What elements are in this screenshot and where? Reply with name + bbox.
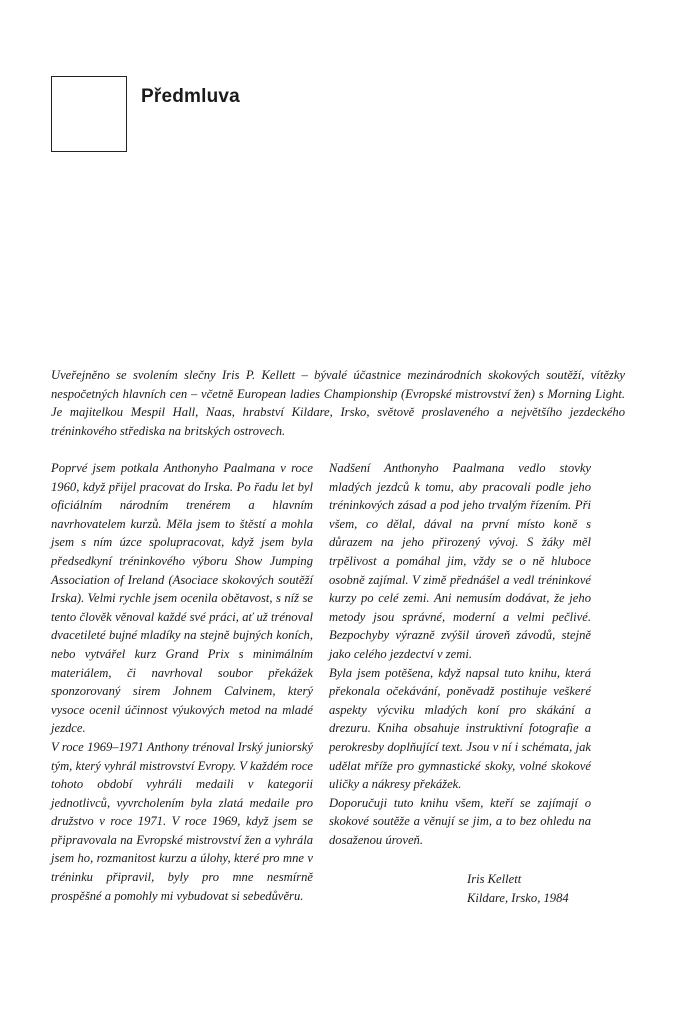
intro-note: Uveřejněno se svolením slečny Iris P. Kellett – bývalé účastnice mezinárodních skokových soutěží, vítězky nespočetných hlavních cen – včetně European ladies Championship (Evropské mistrovství žen) s Morning Light. Je majitelkou Mespil Hall, Naas, hrabství Kildare, Irsko, světově proslaveného a největšího jezdeckého tréninkového střediska na britských ostrovech. — [51, 368, 625, 438]
signature-place-date: Kildare, Irsko, 1984 — [467, 890, 569, 905]
chapter-title: Předmluva — [141, 86, 240, 107]
signature-name: Iris Kellett — [467, 872, 522, 886]
paragraph: Nadšení Anthonyho Paalmana vedlo stovky mladých jezdců k tomu, aby pracovali podle jeho tréninkových zásad a pod jeho trvalým řízením. Při všem, co dělal, dával na první místo koně s důrazem na jeho přirozený vývoj. S žáky měl trpělivost a pomáhal jim, vždy se o ně hluboce osobně zajímal. V zimě přednášel a vedl tréninkové kurzy po celé zemi. Ani nemusím dodávat, že jeho metody jsou správné, moderní a velmi pečlivé. Bezpochyby výrazně zvýšil úroveň závodů, stejně jako celého jezdectví v zemi. — [329, 461, 591, 661]
paragraph: Doporučuji tuto knihu všem, kteří se zajímají o skokové soutěže a věnují se jim, a to bez ohledu na dosaženou úroveň. — [329, 795, 591, 847]
signature-block — [467, 870, 569, 907]
chapter-number-box — [51, 76, 127, 152]
paragraph: V roce 1969–1971 Anthony trénoval Irský juniorský tým, který vyhrál mistrovství Evropy. V každém roce tohoto období vyhráli medaili v kategorii jednotlivců, vyvrcholením byla zlatá medaile pro družstvo v roce 1971. V roce 1969, když jsem se připravovala na Evropské mistrovství žen a vyhrála jsem ho, rozmanitost kurzu a úlohy, které pro mne v tréninku připravil, byly pro mne nesmírně prospěšné a pomohly mi vybudovat si sebedůvěru. — [51, 739, 313, 903]
paragraph: Byla jsem potěšena, když napsal tuto knihu, která překonala očekávání, poněvadž postihuje veškeré aspekty výcviku mladých koní pro skákání a drezuru. Kniha obsahuje instruktivní fotografie a perokresby doplňující text. Jsou v ní i schémata, jak udělat mříže pro gymnastické skoky, volné skokové uličky a nákresy překážek. — [329, 665, 591, 792]
paragraph: Poprvé jsem potkala Anthonyho Paalmana v roce 1960, když přijel pracovat do Irska. Po řadu let byl oficiálním národním trenérem a hlavním navrhovatelem kurzů. Měla jsem to štěstí a mohla jsem s ním úzce spolupracovat, když jsem byla předsedkyní tréninkového výboru Show Jumping Association of Ireland (Asociace skokových soutěží Irska). Velmi rychle jsem ocenila obětavost, s níž se tento člověk věnoval každé své práci, ať už trénoval dvacetileté bujné mladíky na stejně bujných koních, nebo vytvářel kurz Grand Prix s minimálním materiálem, či navrhoval soubor překážek sponzorovaný sirem Johnem Calvinem, který vysoce ocenil účinnost výukových metod na mladé jezdce. — [51, 461, 313, 736]
body-column-right — [329, 459, 591, 849]
body-column-left — [51, 459, 313, 905]
